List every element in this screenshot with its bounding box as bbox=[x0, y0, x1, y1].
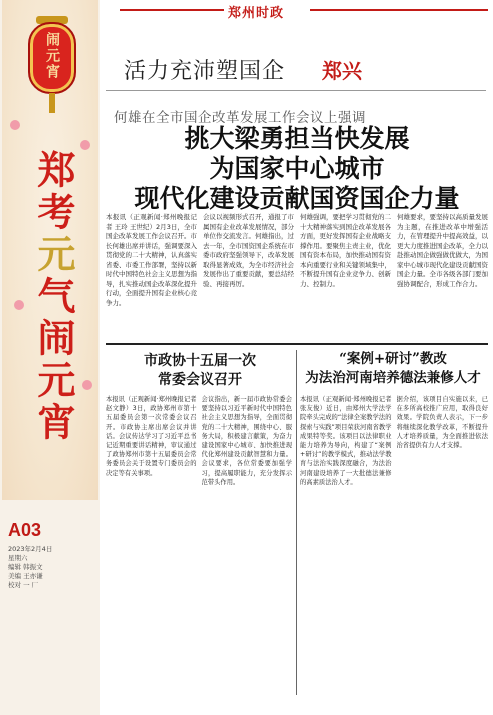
calligraphy-char: 考 bbox=[31, 192, 76, 234]
body-column: 本报讯（正观新闻·郑州晚报记者 赵文静）3日，政协郑州市第十五届委员会第一次常委会议召开。市政协主席出席会议并讲话。会议传达学习了习近平总书记近期重要讲话精神，审议通过了政协郑州市第十五届委员会常务委员会关于设置专门委员会的决定等有关事项。 bbox=[106, 396, 197, 477]
column-title: 活力充沛塑国企 bbox=[124, 59, 286, 84]
column-separator bbox=[296, 350, 297, 695]
body-column: 会议指出，新一届市政协常委会要坚持以习近平新时代中国特色社会主义思想为指导，全面贯彻党的二十大精神，围绕中心、服务大局，积极建言献策，为奋力建设国家中心城市、加快推进现代化郑州建设贡献智慧和力量。会议要求，各位常委要加强学习，提高履职能力，充分发挥示范带头作用。 bbox=[201, 396, 292, 486]
edition-date: 2023年2月4日 bbox=[8, 545, 53, 553]
calligraphy-char: 气 bbox=[31, 276, 76, 318]
headline-line: 现代化建设贡献国资国企力量 bbox=[134, 184, 460, 213]
story-a-headline bbox=[110, 352, 290, 390]
blossom-icon bbox=[10, 120, 20, 130]
festive-illustration bbox=[2, 0, 98, 500]
masthead-rule-left bbox=[120, 9, 224, 11]
lantern-tassel bbox=[49, 93, 55, 113]
edition-editor: 编辑 韩振文 bbox=[8, 563, 43, 571]
lead-subhead: 何雄在全市国企改革发展工作会议上强调 bbox=[114, 110, 366, 126]
body-column: 据介绍，该项目自实施以来，已在多所高校推广应用，取得良好效果。学院负责人表示，下一步将继续深化教学改革，不断提升人才培养质量，为全面推进依法治省提供有力人才支撑。 bbox=[396, 396, 488, 450]
masthead-rule-right bbox=[310, 9, 488, 11]
lead-body bbox=[106, 213, 488, 341]
lead-headline bbox=[106, 124, 488, 214]
body-column: 何雄强调，要把学习贯彻党的二十大精神落实到国企改革发展各方面，更好发挥国有企业战略支撑作用。要聚焦主责主业，优化国有资本布局，加快推动国有资本向重要行业和关键领域集中，不断提升国有企业竞争力、创新力、控制力。 bbox=[300, 213, 391, 288]
column-author: 郑兴 bbox=[322, 59, 362, 83]
edition-meta bbox=[8, 545, 52, 590]
calligraphy-char: 元 bbox=[31, 360, 76, 402]
section-divider bbox=[106, 343, 488, 345]
headline-line: 常委会议召开 bbox=[158, 372, 242, 388]
edition-weekday: 星期六 bbox=[8, 554, 28, 562]
section-code: A03 bbox=[8, 520, 42, 540]
edition-proofreader: 校对 一 厂 bbox=[8, 581, 39, 589]
story-a-body bbox=[106, 395, 292, 695]
calligraphy-char: 闹 bbox=[31, 318, 76, 360]
festive-calligraphy bbox=[20, 150, 86, 444]
calligraphy-char: 元 bbox=[31, 234, 76, 276]
masthead-title: 郑州时政 bbox=[228, 6, 285, 21]
calligraphy-char: 郑 bbox=[31, 150, 76, 192]
headline-line: 市政协十五届一次 bbox=[144, 353, 256, 369]
blossom-icon bbox=[80, 140, 90, 150]
headline-line: “案例+研讨”教改 bbox=[339, 351, 447, 367]
page-masthead bbox=[100, 0, 493, 20]
headline-line: 为法治河南培养德法兼修人才 bbox=[305, 370, 481, 386]
headline-line: 挑大梁勇担当快发展 bbox=[184, 124, 410, 153]
body-column: 会议以视频形式召开，通报了市属国有企业改革发展情况，部分单位作交流发言。何雄指出，过去一年，全市国资国企系统在市委市政府坚强领导下，改革发展取得显著成效，为全市经济社会发展作出了重要贡献，要总结经验、再接再厉。 bbox=[203, 213, 294, 288]
story-b-body bbox=[300, 395, 488, 695]
headline-line: 为国家中心城市 bbox=[209, 154, 385, 183]
edition-designer: 美编 王亦谦 bbox=[8, 572, 43, 580]
divider bbox=[106, 90, 486, 91]
story-b-headline bbox=[300, 350, 486, 388]
body-column: 本报讯（正观新闻·郑州晚报记者 王玲 王世纪）2月3日，全市国企改革发展工作会议召开。市长何雄出席并讲话，强调要深入贯彻党的二十大精神，认真落实省委、市委工作部署，坚持以新时代中国特色社会主义思想为指导，扎实推动国企改革深化提升行动，全面提升国有企业核心竞争力。 bbox=[106, 213, 197, 307]
body-column: 何雄要求，要坚持以高质量发展为主题，在推进改革中增强活力，在管理提升中提高效益，以更大力度推进国企改革，全力以赴推动国企做强做优做大，为国家中心城市现代化建设贡献国资国企力量。全市各级各部门要加强协调配合，形成工作合力。 bbox=[397, 213, 488, 288]
lantern-text: 闹元宵 bbox=[44, 32, 60, 80]
festive-sidebar bbox=[0, 0, 100, 715]
body-column: 本报讯（正观新闻·郑州晚报记者 张友俊）近日，由郑州大学法学院牵头完成的“法律全案教学法的探索与实践”项目荣获河南省教学成果特等奖。该项目以法律职业能力培养为导向，构建了“案例+研讨”的教学模式，推动法学教育与法治实践深度融合，为法治河南建设培养了一大批德法兼修的高素质法治人才。 bbox=[300, 396, 392, 486]
calligraphy-char: 宵 bbox=[31, 402, 76, 444]
